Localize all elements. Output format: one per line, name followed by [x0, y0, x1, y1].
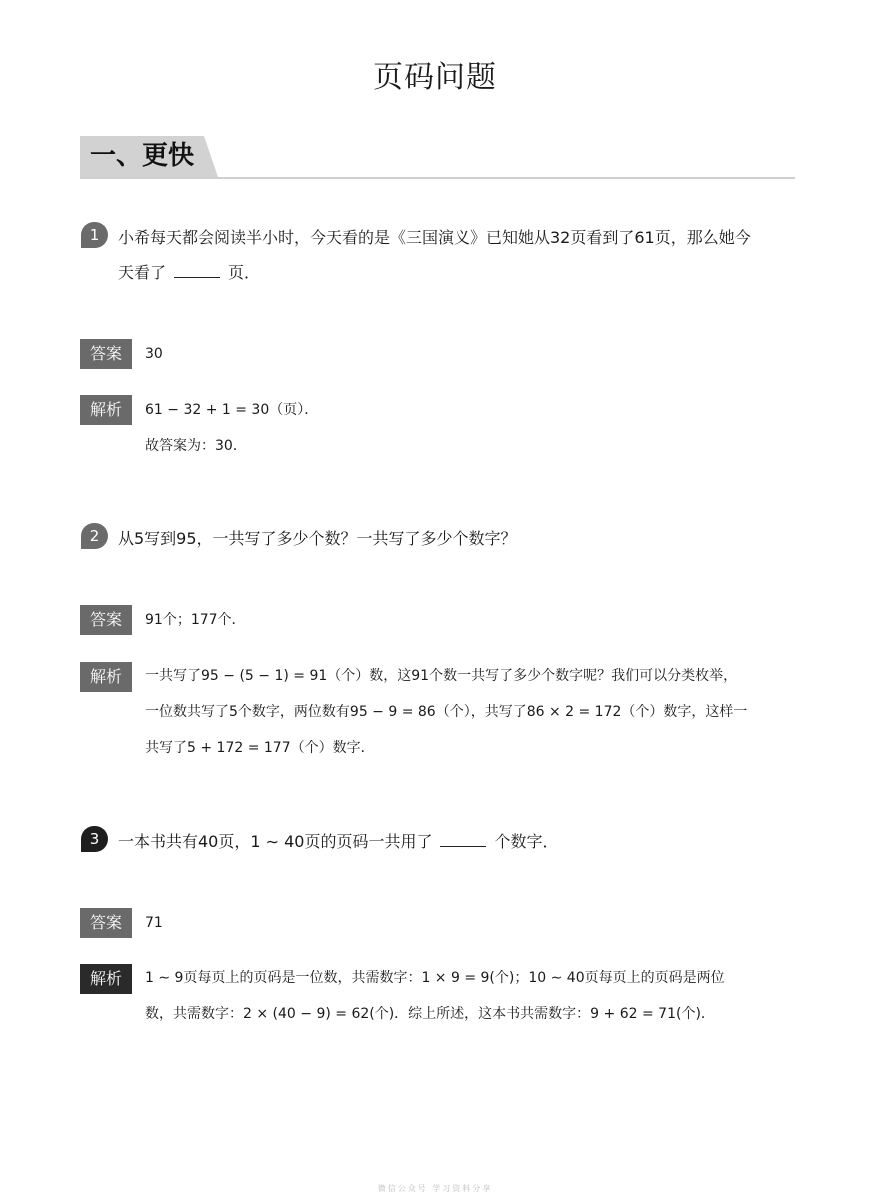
- question-text: 从5写到95，一共写了多少个数？一共写了多少个数字？: [118, 529, 517, 548]
- answer-text: 71: [145, 915, 163, 931]
- explanation-line: 数，共需数字：2 × (40 − 9) = 62(个)．综上所述，这本书共需数字：9 + 62 = 71(个)．: [145, 1006, 715, 1022]
- explanation-text: [145, 960, 795, 1032]
- explanation-line: 61 − 32 + 1 = 30（页）．: [145, 402, 319, 418]
- explanation-tag: 解析: [80, 662, 132, 692]
- explanation-text: [145, 658, 795, 766]
- answer-tag: 答案: [80, 908, 132, 938]
- answer-text: 30: [145, 346, 163, 362]
- page-footer-watermark: 微信公众号 学习资料分享: [377, 1184, 493, 1193]
- section-heading: 一、更快: [90, 141, 195, 171]
- page-title: 页码问题: [373, 60, 497, 95]
- question-text-line: 小希每天都会阅读半小时，今天看的是《三国演义》已知她从32页看到了61页，那么她今: [118, 228, 751, 247]
- explanation-line: 一共写了95 − (5 − 1) = 91（个）数，这91个数一共写了多少个数字呢？我们可以分类枚举，: [145, 668, 738, 684]
- answer-blank: [174, 263, 220, 278]
- explanation-tag: 解析: [80, 964, 132, 994]
- question-text-line: [118, 255, 798, 290]
- explanation-line: 故答案为：30．: [145, 438, 247, 454]
- answer-tag: 答案: [80, 339, 132, 369]
- question-number-badge: 3: [81, 826, 108, 852]
- explanation-text: [145, 392, 795, 464]
- question-number-badge: 2: [81, 523, 108, 549]
- answer-text: 91个；177个．: [145, 612, 246, 628]
- question-number-badge: 1: [81, 222, 108, 248]
- question-text-before-blank: 天看了: [118, 263, 167, 282]
- explanation-line: 1 ∼ 9页每页上的页码是一位数，共需数字：1 × 9 = 9(个)；10 ∼ 40页每页上的页码是两位: [145, 970, 725, 986]
- question-text: [118, 824, 798, 859]
- explanation-line: 一位数共写了5个数字，两位数有95 − 9 = 86（个），共写了86 × 2 = 172（个）数字，这样一: [145, 704, 748, 720]
- section-divider: [80, 177, 795, 179]
- question-text-after-blank: 个数字．: [494, 832, 559, 851]
- explanation-line: 共写了5 + 172 = 177（个）数字．: [145, 740, 375, 756]
- question-text-before-blank: 一本书共有40页，1 ∼ 40页的页码一共用了: [118, 832, 433, 851]
- section-header: [80, 136, 795, 180]
- answer-tag: 答案: [80, 605, 132, 635]
- explanation-tag: 解析: [80, 395, 132, 425]
- answer-blank: [440, 832, 486, 847]
- question-text: [118, 220, 798, 290]
- question-text-after-blank: 页．: [228, 263, 261, 282]
